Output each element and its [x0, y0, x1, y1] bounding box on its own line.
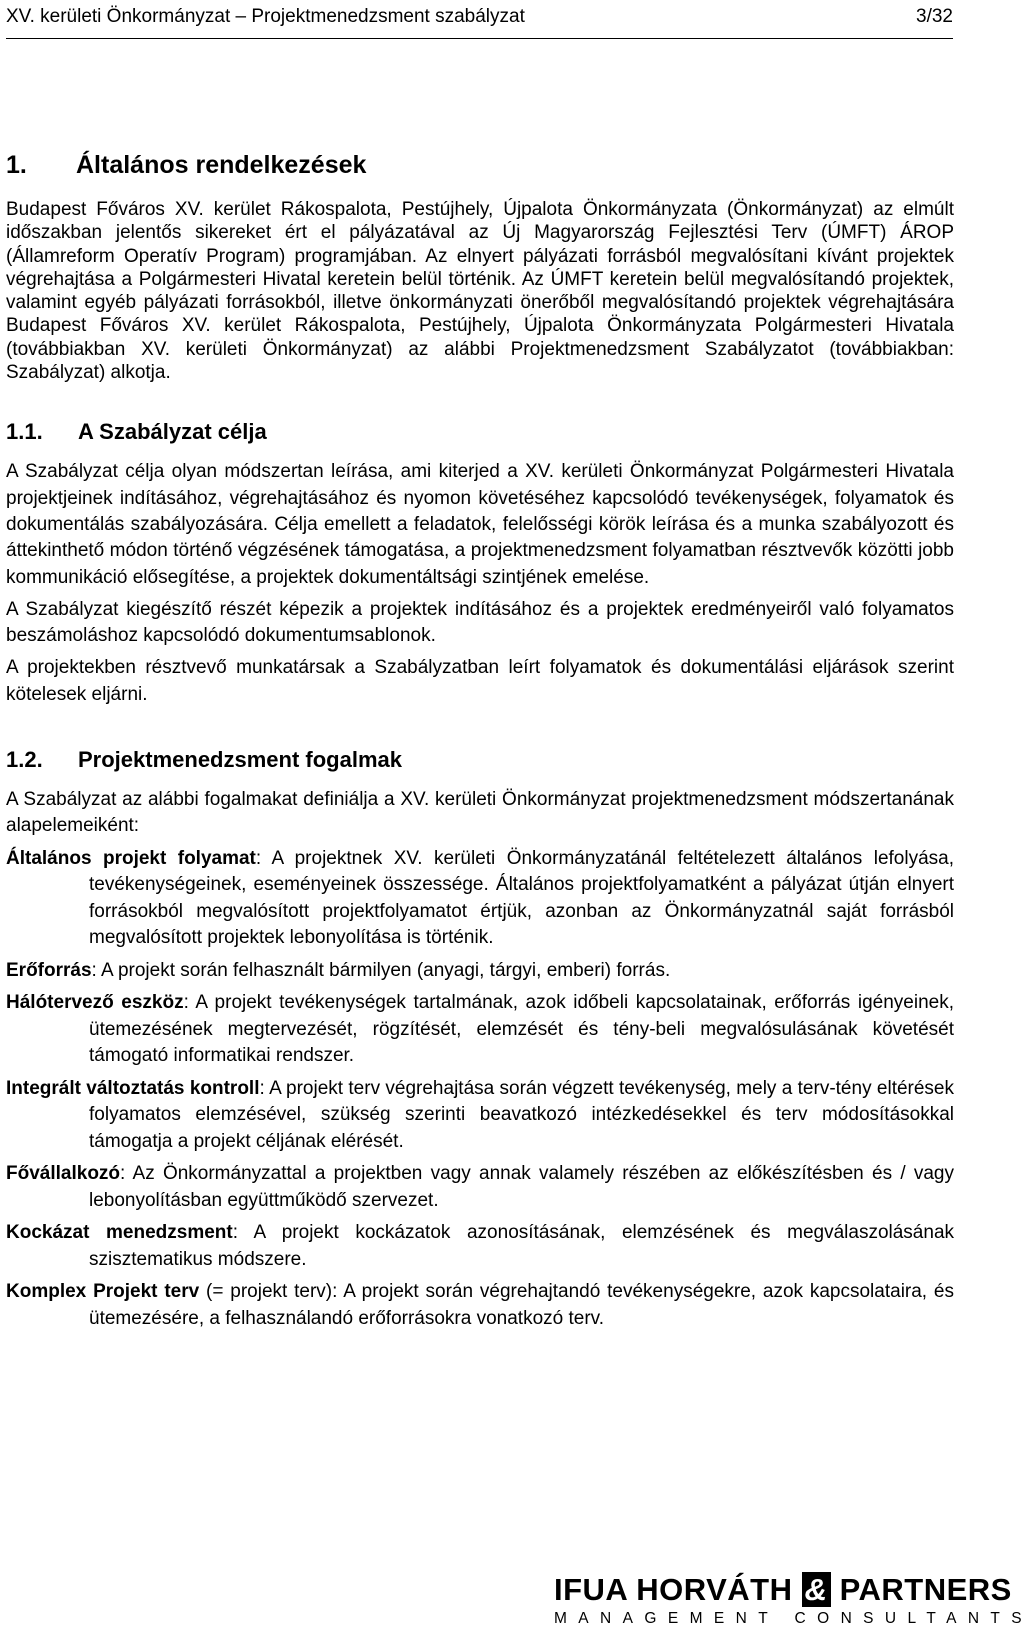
definition-term: Általános projekt folyamat — [6, 847, 256, 869]
definition-text: (= projekt terv): A projekt során végrehajtandó tevékenységekre, azok kapcsolataira, és ütemezésére, a felhasználandó erőforrásokra vonatkozó terv. — [89, 1281, 954, 1329]
company-logo — [554, 1572, 1033, 1631]
definition-item — [6, 1161, 954, 1214]
definition-item — [6, 1279, 954, 1332]
logo-ampersand: & — [802, 1572, 831, 1607]
section-number: 1.2. — [6, 747, 43, 773]
definition-term: Integrált változtatás kontroll — [6, 1077, 260, 1099]
section-1-1-heading — [6, 417, 954, 447]
section-number: 1.1. — [6, 419, 43, 445]
definition-item — [6, 958, 954, 985]
definition-text: : A projektnek XV. kerületi Önkormányzatánál feltételezett általános lefolyása, tevékenységeinek, eseményeinek összessége. Általános projektfolyamatként a pályázat útján elnyert forrásokból megvalósított projektfolyamatot értjük, azonban az Önkormányzatnál saját forrásból megvalósított projektek lebonyolítása is történik. — [89, 847, 954, 949]
section-title: Projektmenedzsment fogalmak — [78, 747, 402, 773]
page-header — [6, 0, 953, 39]
definition-text: : A projekt során felhasznált bármilyen (anyagi, tárgyi, emberi) forrás. — [91, 959, 671, 981]
definition-text: : A projekt terv végrehajtása során végzett tevékenység, mely a terv-tény eltérések folyamatos elemzésével, szükség szerinti beavatkozó intézkedésekkel és terv módosításokkal támogatja a projekt céljának elérését. — [89, 1077, 955, 1152]
definition-item — [6, 990, 954, 1070]
section-title: A Szabályzat célja — [78, 419, 267, 445]
definition-term: Hálótervező eszköz — [6, 992, 184, 1014]
definition-term: Erőforrás — [6, 959, 92, 981]
definition-term: Kockázat menedzsment — [6, 1222, 233, 1244]
definition-item — [6, 846, 954, 952]
paragraph: A projektekben résztvevő munkatársak a Szabályzatban leírt folyamatok és dokumentálási eljárások szerint kötelesek eljárni. — [6, 657, 954, 705]
definition-text: : Az Önkormányzattal a projektben vagy annak valamely részében az előkészítésben és / vagy lebonyolításban együttműködő szervezet. — [89, 1163, 954, 1211]
paragraph: A Szabályzat az alábbi fogalmakat definiálja a XV. kerületi Önkormányzat projektmenedzsment módszertanának alapelemeiként: — [6, 789, 954, 837]
section-number: 1. — [6, 151, 27, 179]
section-title: Általános rendelkezések — [76, 151, 367, 179]
definition-text: : A projekt tevékenységek tartalmának, azok időbeli kapcsolatainak, erőforrás igényeinek, ütemezésének megtervezését, rögzítését, elemzését és tény-beli megvalósulásának követését támogató informatikai rendszer. — [89, 992, 954, 1067]
section-1-heading — [6, 150, 954, 180]
definition-list — [6, 840, 954, 1333]
definition-item — [6, 1076, 954, 1156]
logo-wordmark: IFUA HORVÁTH & PARTNERS — [554, 1572, 1012, 1607]
document-body — [6, 150, 954, 1332]
definition-item — [6, 1220, 954, 1273]
section-1-2-heading — [6, 745, 954, 775]
definition-term: Komplex Projekt terv — [6, 1281, 200, 1303]
paragraph: A Szabályzat kiegészítő részét képezik a projektek indításához és a projektek eredményeiről való folyamatos beszámoláshoz kapcsolódó dokumentumsablonok. — [6, 598, 954, 647]
intro-paragraph: Budapest Főváros XV. kerület Rákospalota, Pestújhely, Újpalota Önkormányzata (Önkormányzat) az elmúlt időszakban jelentős sikereket ért el pályázatával az Új Magyarország Fejlesztési Terv (ÚMFT) ÁROP (Államreform Operatív Program) programjában. Az elnyert pályázati forrásból megvalósítani kívánt projektek végrehajtása a Polgármesteri Hivatal keretein belül történik. Az ÚMFT keretein belül megvalósítandó projektek, valamint egyéb pályázati forrásokból, illetve önkormányzati önerőből megvalósítandó projektek végrehajtására Budapest Főváros XV. kerület Rákospalota, Pestújhely, Újpalota Önkormányzata Polgármesteri Hivatala (továbbiakban XV. kerületi Önkormányzat) az alábbi Projektmenedzsment Szabályzatot (továbbiakban: Szabályzat) alkotja. — [6, 199, 954, 384]
page-number: 3/32 — [916, 6, 953, 27]
definition-text: : A projekt kockázatok azonosításának, elemzésének és megválaszolásának szisztematikus módszere. — [89, 1222, 955, 1270]
definition-term: Fővállalkozó — [6, 1163, 121, 1185]
logo-tagline: MANAGEMENT CONSULTANTS — [554, 1610, 1033, 1627]
header-title: XV. kerületi Önkormányzat – Projektmenedzsment szabályzat — [6, 6, 525, 27]
paragraph: A Szabályzat célja olyan módszertan leírása, ami kiterjed a XV. kerületi Önkormányzat Polgármesteri Hivatala projektjeinek indításához, végrehajtásához és nyomon követéséhez kapcsolódó tevékenységek, folyamatok és dokumentálás szabályozására. Célja emellett a feladatok, felelősségi körök leírása és a munka szabályozott és áttekinthető módon történő végzésének támogatása, a projektmenedzsment folyamatban résztvevők közötti jobb kommunikáció elősegítése, a projektek dokumentáltsági szintjének emelése. — [6, 461, 954, 588]
